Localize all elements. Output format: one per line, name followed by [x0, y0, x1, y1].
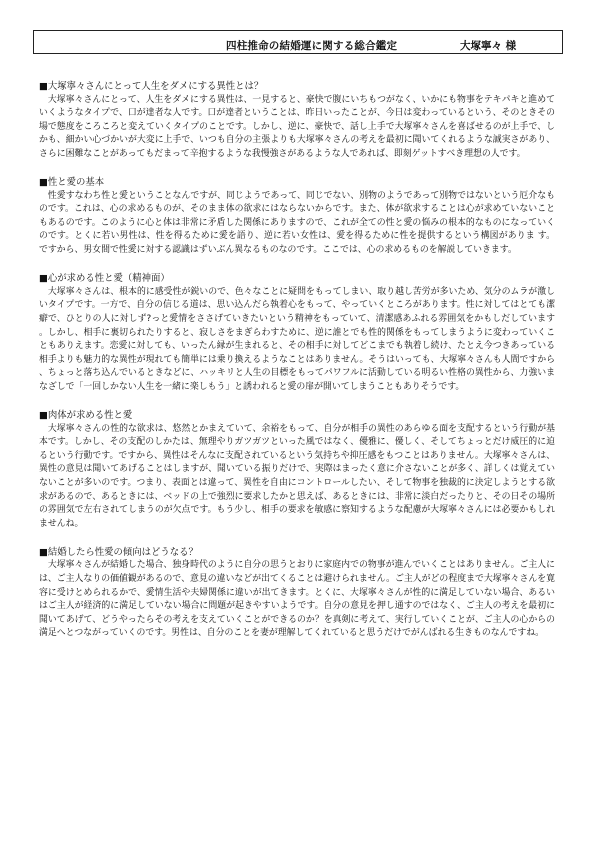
section-paragraph: 性愛すなわち性と愛ということなんですが、同じようであって、同じでない、別物のようであって別物ではないという厄介なものです。これは、心の求めるものが、そのまま体の欲求にはならないからです。また、体が欲求することは心が求めていないこともあるのです。このように心と体は非常に矛盾した関係にありますので、これが全ての性と愛の悩みの根本的なものになっていくのです。とくに若い男性は、性を得るために愛を語り、逆に若い女性は、愛を得るために性を提供するという構図がありま す。ですから、男女間で性愛に対する認識はずいぶん異なるものなのです。ここでは、心の求めるものを解説していきます。: [39, 190, 555, 256]
section-paragraph: 大塚寧々さんの性的な欲求は、悠然とかまえていて、余裕をもって、自分が相手の異性のあらゆる面を支配するという行動が基本です。しかし、その支配のしかたは、無理やりガツガツといった風ではなく、優雅に、優しく、そしてちょっとだけ威圧的に迫るという行動です。ですから、異性はそんなに支配されているという気持ちや抑圧感をもつことはありません。大塚寧々さんは、異性の意見は聞いてあげることはしますが、聞いている振りだけで、実際はまったく意に介さないことが多く、詳しくは覚えていないことが多いのです。つまり、表面とは違って、異性を自由にコントロールしたい、そして物事を独裁的に決定しようとする欲求があるので、あるときには、ベッドの上で強烈に要求したかと思えば、あるときには、非常に淡白だったりと、その日その場所の雰囲気で左右されてしまうのが欠点です。もう少し、相手の要求を敏感に察知するような配慮が大塚寧々さんには必要かもしれませんね。: [39, 423, 555, 529]
section-physical: [39, 409, 555, 531]
section-mental: [39, 272, 555, 394]
title-box: [33, 30, 563, 54]
section-heading: ■大塚寧々さんにとって人生をダメにする異性とは？: [39, 81, 264, 92]
section-heading: ■性と愛の基本: [39, 177, 105, 189]
section-bad-partner: [39, 80, 555, 162]
section-paragraph: 大塚寧々さんが結婚した場合、独身時代のように自分の思うとおりに家庭内での物事が進んでいくことはありません。ご主人には、ご主人なりの価値観があるので、意見の違いなどが出てくることは避けられません。ご主人がどの程度まで大塚寧々さんを寛容に受けとめられるかで、愛情生活や夫婦関係に違いが出てきます。とくに、大塚寧々さんが性的に満足していない場合、あるいはご主人が経済的に満足していない場合に問題が起きやすいようです。自分の意見を押し通すのではなく、ご主人の考えを最初に聞いてあげて、どうやったらその考えを支えていくことができるのか？を真剣に考えて、実行していくことが、ご主人の心からの満足へとつながっていくのです。男性は、自分のことを妻が理解してくれていると思うだけでがんばれる生きものなんですね。: [39, 560, 555, 639]
client-name: 大塚寧々 様: [460, 40, 517, 52]
section-heading: ■結婚したら性愛の傾向はどうなる？: [39, 546, 198, 558]
section-marriage: [39, 546, 555, 641]
section-basics: [39, 176, 555, 258]
section-paragraph: 大塚寧々さんにとって、人生をダメにする異性は、一見すると、豪快で腹にいちもつがなく、いかにも物事をテキパキと進めていくようなタイプで、口が達者な人です。口が達者ということは、昨日いったことが、今日は変わっているという、そのときその場で態度をころころと変えていくタイプのことです。しかし、逆に、豪快で、話し上手で大塚寧々さんを喜ばせるのが上手で、しかも、細かい心づかいが大変に上手で、いつも自分の主張よりも大塚寧々さんの考えを最初に聞いてくれるような誠実さがあり、さらに困難なことがあってもだまって辛抱するような我慢強さがあるような人であれば、即刻ゲットすべき理想の人です。: [39, 94, 555, 159]
section-heading: ■肉体が求める性と愛: [39, 409, 133, 421]
page-title: 四柱推命の結婚運に関する総合鑑定: [226, 40, 398, 52]
section-paragraph: 大塚寧々さんは、根本的に感受性が鋭いので、色々なことに疑問をもってしまい、取り越し苦労が多いため、気分のムラが激しいタイプです。一方で、自分の信じる道は、思い込んだら執着心をもって、やっていくところがあります。性に対してはとても潔癖で、ひとりの人に対しず?っと愛情をささげていきたいという精神をもっていて、清潔感あふれる雰囲気をかもしだしています。しかし、相手に裏切られたりすると、寂しさをまぎらわすために、逆に誰とでも性的関係をもってしまうように変わっていくこともありえます。恋愛に対しても、いったん縁が生まれると、その相手に対してどこまでも執着し続け、たとえ今つきあっている相手よりも魅力的な異性が現れても簡単には乗り換えるようなことはありません。そうはいっても、大塚寧々さんも人間ですから、ちょっと落ち込んでいるときなどに、ハッキリと人生の目標をもってパワフルに活動している明るい性格の異性から、力強いまなざしで「一回しかない人生を一緒に楽しもう」と誘われると愛の扉が開いてしまうこともありそうです。: [39, 286, 555, 392]
report-body: [39, 80, 555, 655]
section-heading: ■心が求める性と愛（精神面）: [39, 273, 170, 285]
